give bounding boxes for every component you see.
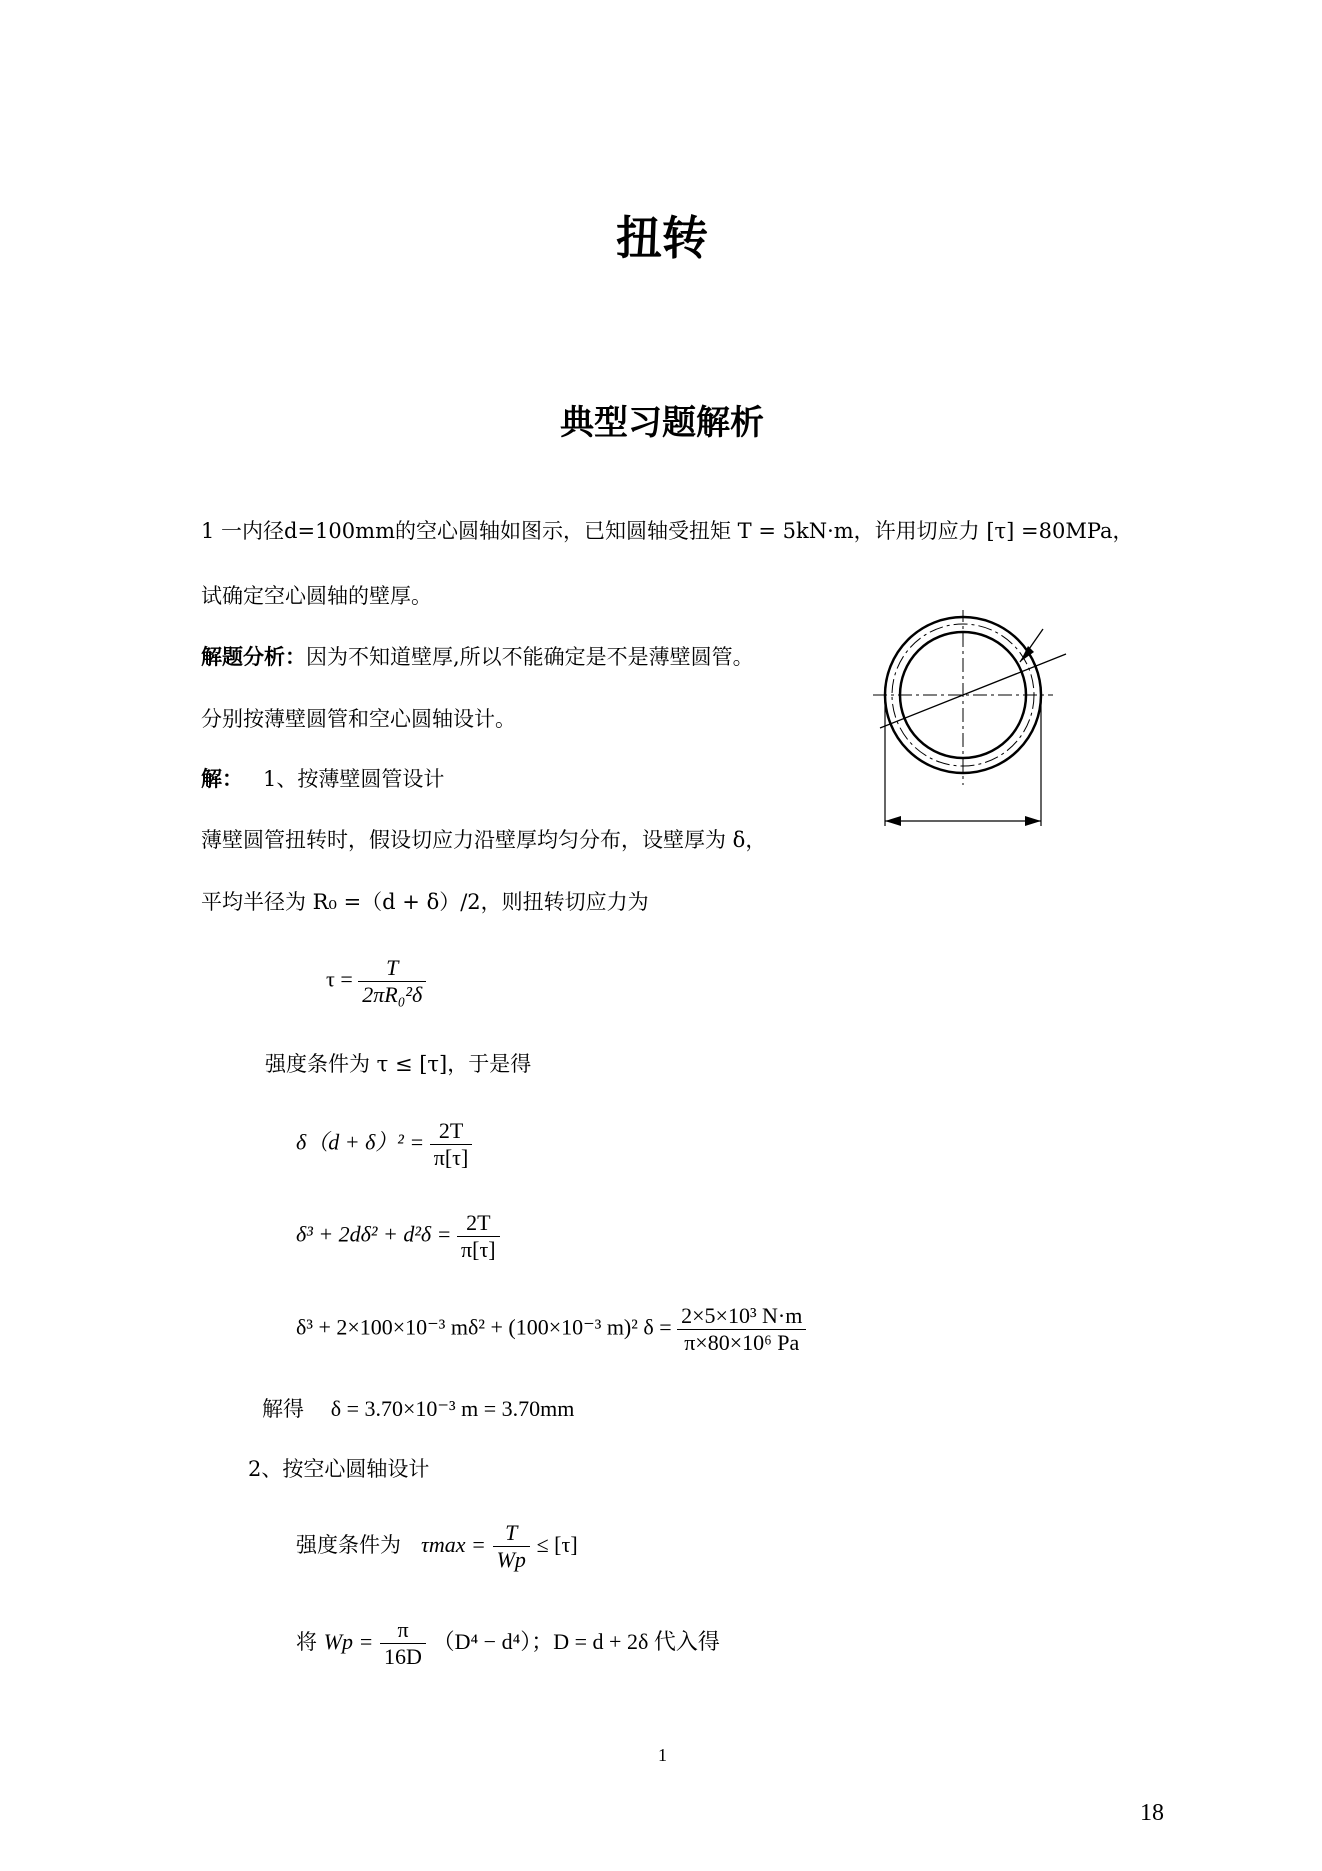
- result-value: δ = 3.70×10⁻³ m = 3.70mm: [330, 1396, 575, 1421]
- step-1-title: 1、按薄壁圆管设计: [263, 767, 445, 791]
- result-label: 解得: [262, 1397, 304, 1421]
- eq3-fraction: [457, 1210, 500, 1263]
- page-number: 1: [658, 1745, 667, 1765]
- eq3-numerator: 2T: [457, 1210, 500, 1237]
- page-title: 扭转: [616, 211, 708, 265]
- eq2-fraction: [430, 1118, 473, 1171]
- hollow-shaft-figure: [870, 610, 1080, 830]
- eq1-lhs: τ =: [326, 966, 353, 992]
- cond2-label: 强度条件为: [296, 1533, 401, 1557]
- dimension-arrow-left: [885, 816, 901, 826]
- eq6-rhs: （D⁴ − d⁴）；D = d + 2δ 代入得: [432, 1629, 720, 1654]
- equation-3: [296, 1210, 500, 1263]
- eq5-lhs: τmax =: [421, 1532, 486, 1557]
- equation-4: [296, 1303, 806, 1356]
- eq6-lhs: Wp =: [323, 1629, 374, 1654]
- eq4-lhs: δ³ + 2×100×10⁻³ mδ² + (100×10⁻³ m)² δ =: [296, 1314, 672, 1340]
- eq1-numerator: T: [358, 955, 426, 982]
- eq6-numerator: π: [380, 1617, 426, 1644]
- eq2-lhs: δ（d + δ）² =: [296, 1129, 425, 1155]
- eq4-numerator: 2×5×10³ N·m: [677, 1303, 806, 1330]
- analysis-label: 解题分析：: [201, 645, 306, 669]
- strength-condition-1: 强度条件为 τ ≤ [τ]，于是得: [265, 1052, 532, 1076]
- result-line: [262, 1395, 574, 1423]
- dimension-arrow-right: [1025, 816, 1041, 826]
- eq3-lhs: δ³ + 2dδ² + d²δ =: [296, 1221, 452, 1247]
- eq2-numerator: 2T: [430, 1118, 473, 1145]
- equation-5: [296, 1520, 578, 1573]
- eq6-denominator: 16D: [384, 1644, 422, 1669]
- eq1-fraction: [358, 955, 426, 1008]
- eq6-fraction: [380, 1617, 426, 1670]
- solution-paragraph-1: 薄壁圆管扭转时，假设切应力沿壁厚均匀分布，设壁厚为 δ，: [201, 828, 767, 852]
- eq1-denominator: 2πR₀²δ: [362, 982, 423, 1007]
- problem-line-2: 试确定空心圆轴的壁厚。: [201, 584, 432, 608]
- solution-paragraph-2: 平均半径为 R₀ =（d + δ）/2，则扭转切应力为: [201, 890, 649, 914]
- solution-label: 解：: [201, 767, 243, 791]
- eq4-denominator: π×80×10⁶ Pa: [684, 1330, 800, 1355]
- analysis-line-2: 分别按薄壁圆管和空心圆轴设计。: [201, 707, 516, 731]
- solution-step-2: 2、按空心圆轴设计: [248, 1457, 430, 1481]
- equation-2: [296, 1118, 472, 1171]
- eq5-numerator: T: [493, 1520, 530, 1547]
- eq2-denominator: π[τ]: [433, 1145, 469, 1170]
- eq4-fraction: [677, 1303, 806, 1356]
- solution-step-1: [201, 765, 444, 793]
- analysis-line-1: [201, 643, 754, 671]
- eq3-denominator: π[τ]: [461, 1237, 496, 1262]
- sub-label: 将: [296, 1630, 317, 1654]
- equation-1: [326, 955, 426, 1008]
- problem-line-1: 1 一内径d=100mm的空心圆轴如图示，已知圆轴受扭矩 T = 5kN·m，许用切应力 [τ] =80MPa，: [201, 519, 1134, 543]
- equation-6: [296, 1617, 720, 1670]
- eq5-rhs: ≤ [τ]: [536, 1532, 578, 1557]
- eq5-denominator: Wp: [496, 1547, 526, 1572]
- page-id: 18: [1140, 1800, 1164, 1826]
- section-subtitle: 典型习题解析: [560, 403, 764, 443]
- analysis-text-1: 因为不知道壁厚,所以不能确定是不是薄壁圆管。: [306, 645, 754, 669]
- eq5-fraction: [493, 1520, 530, 1573]
